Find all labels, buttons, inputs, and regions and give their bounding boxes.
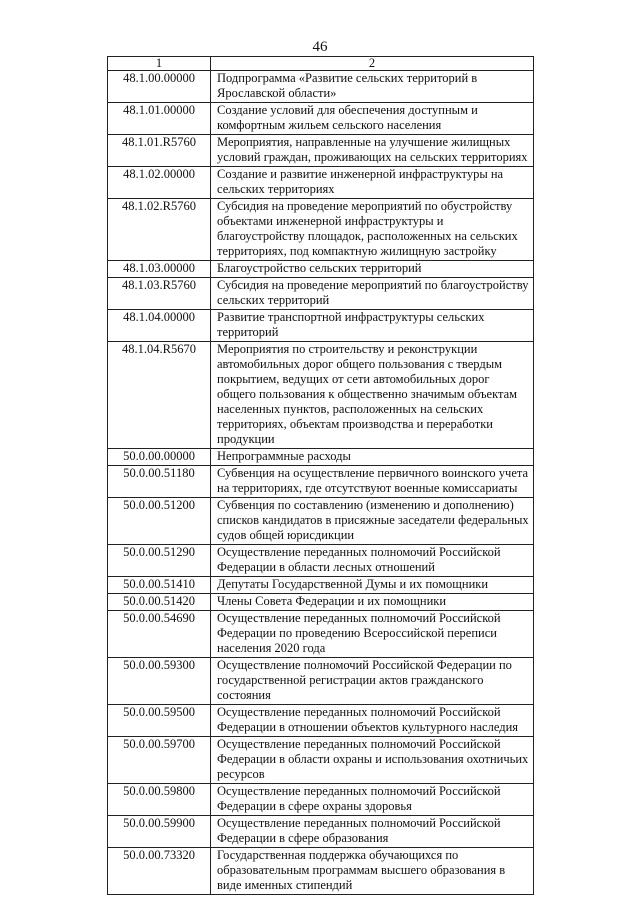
row-code-cell: 48.1.00.00000 xyxy=(108,71,211,103)
column-header-code: 1 xyxy=(108,57,211,71)
table-row xyxy=(108,816,534,848)
row-code-cell: 50.0.00.51420 xyxy=(108,594,211,611)
table-row xyxy=(108,71,534,103)
row-name-cell: Субвенция по составлению (изменению и дополнению) списков кандидатов в присяжные заседатели федеральных судов общей юрисдикции xyxy=(211,498,534,545)
row-name-cell: Субвенция на осуществление первичного воинского учета на территориях, где отсутствуют военные комиссариаты xyxy=(211,466,534,498)
table-row xyxy=(108,498,534,545)
row-name-cell: Депутаты Государственной Думы и их помощники xyxy=(211,577,534,594)
row-code-cell: 50.0.00.59700 xyxy=(108,737,211,784)
table-row xyxy=(108,577,534,594)
table-row xyxy=(108,848,534,895)
row-code-cell: 50.0.00.59800 xyxy=(108,784,211,816)
table-row xyxy=(108,261,534,278)
row-code-cell: 50.0.00.59900 xyxy=(108,816,211,848)
table-row xyxy=(108,784,534,816)
row-name-cell: Осуществление переданных полномочий Российской Федерации в отношении объектов культурного наследия xyxy=(211,705,534,737)
row-name-cell: Осуществление переданных полномочий Российской Федерации по проведению Всероссийской переписи населения 2020 года xyxy=(211,611,534,658)
row-name-cell: Непрограммные расходы xyxy=(211,449,534,466)
table-row xyxy=(108,310,534,342)
row-code-cell: 50.0.00.59300 xyxy=(108,658,211,705)
row-code-cell: 50.0.00.59500 xyxy=(108,705,211,737)
row-code-cell: 48.1.02.R5760 xyxy=(108,199,211,261)
table-row xyxy=(108,342,534,449)
table-row xyxy=(108,658,534,705)
table-row xyxy=(108,466,534,498)
table-row xyxy=(108,278,534,310)
row-name-cell: Осуществление переданных полномочий Российской Федерации в сфере образования xyxy=(211,816,534,848)
row-name-cell: Подпрограмма «Развитие сельских территорий в Ярославской области» xyxy=(211,71,534,103)
table-row xyxy=(108,611,534,658)
page-number: 46 xyxy=(312,39,328,55)
row-name-cell: Создание условий для обеспечения доступным и комфортным жильем сельского населения xyxy=(211,103,534,135)
row-name-cell: Субсидия на проведение мероприятий по обустройству объектами инженерной инфраструктуры и благоустройству площадок, расположенных на сельских территориях, под компактную жилищную застройку xyxy=(211,199,534,261)
table-row xyxy=(108,199,534,261)
table-row xyxy=(108,103,534,135)
row-name-cell: Осуществление переданных полномочий Российской Федерации в сфере охраны здоровья xyxy=(211,784,534,816)
row-code-cell: 50.0.00.51290 xyxy=(108,545,211,577)
row-name-cell: Члены Совета Федерации и их помощники xyxy=(211,594,534,611)
table-row xyxy=(108,705,534,737)
row-code-cell: 48.1.02.00000 xyxy=(108,167,211,199)
row-code-cell: 50.0.00.51410 xyxy=(108,577,211,594)
row-name-cell: Государственная поддержка обучающихся по образовательным программам высшего образования в виде именных стипендий xyxy=(211,848,534,895)
row-code-cell: 50.0.00.73320 xyxy=(108,848,211,895)
row-code-cell: 48.1.01.R5760 xyxy=(108,135,211,167)
table-row xyxy=(108,737,534,784)
row-code-cell: 48.1.04.00000 xyxy=(108,310,211,342)
table-header-row xyxy=(108,57,534,71)
row-code-cell: 50.0.00.00000 xyxy=(108,449,211,466)
table-row xyxy=(108,135,534,167)
row-code-cell: 48.1.01.00000 xyxy=(108,103,211,135)
table-row xyxy=(108,545,534,577)
row-code-cell: 50.0.00.54690 xyxy=(108,611,211,658)
column-header-name: 2 xyxy=(211,57,534,71)
table-row xyxy=(108,167,534,199)
row-name-cell: Создание и развитие инженерной инфраструктуры на сельских территориях xyxy=(211,167,534,199)
row-code-cell: 48.1.04.R5670 xyxy=(108,342,211,449)
row-name-cell: Субсидия на проведение мероприятий по благоустройству сельских территорий xyxy=(211,278,534,310)
row-code-cell: 50.0.00.51200 xyxy=(108,498,211,545)
row-name-cell: Осуществление полномочий Российской Федерации по государственной регистрации актов гражданского состояния xyxy=(211,658,534,705)
row-name-cell: Благоустройство сельских территорий xyxy=(211,261,534,278)
row-code-cell: 50.0.00.51180 xyxy=(108,466,211,498)
row-name-cell: Осуществление переданных полномочий Российской Федерации в области охраны и использования охотничьих ресурсов xyxy=(211,737,534,784)
row-code-cell: 48.1.03.R5760 xyxy=(108,278,211,310)
row-code-cell: 48.1.03.00000 xyxy=(108,261,211,278)
table-row xyxy=(108,594,534,611)
row-name-cell: Мероприятия по строительству и реконструкции автомобильных дорог общего пользования с твердым покрытием, ведущих от сети автомобильных дорог общего пользования к общественно значимым объектам населенных пунктов, расположенных на сельских территориях, объектам производства и переработки продукции xyxy=(211,342,534,449)
table-row xyxy=(108,449,534,466)
row-name-cell: Мероприятия, направленные на улучшение жилищных условий граждан, проживающих на сельских территориях xyxy=(211,135,534,167)
row-name-cell: Развитие транспортной инфраструктуры сельских территорий xyxy=(211,310,534,342)
budget-codes-table xyxy=(107,56,534,895)
row-name-cell: Осуществление переданных полномочий Российской Федерации в области лесных отношений xyxy=(211,545,534,577)
